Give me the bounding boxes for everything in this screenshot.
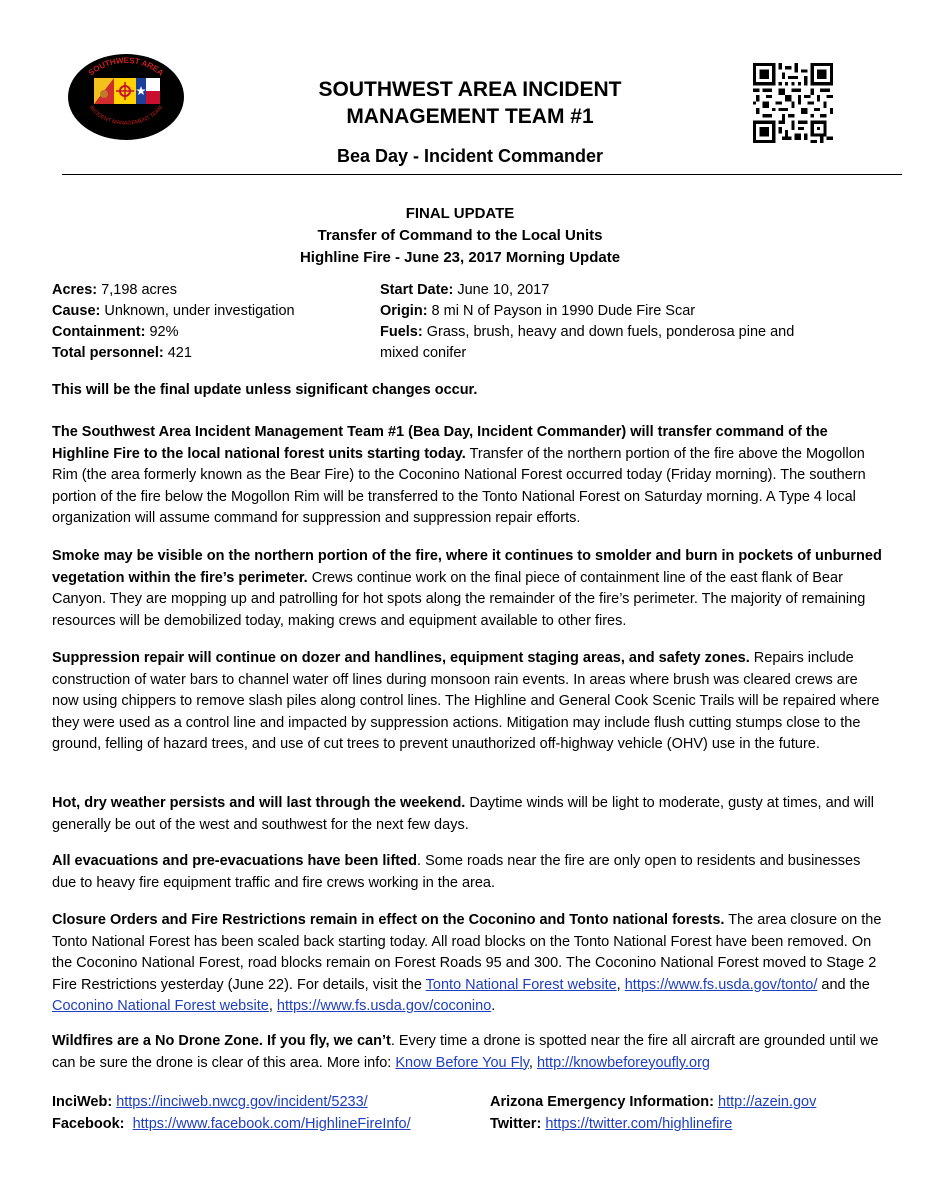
header-divider bbox=[62, 174, 902, 175]
final-note: This will be the final update unless significant changes occur. bbox=[52, 382, 478, 398]
fact-origin: Origin: 8 mi N of Payson in 1990 Dude Fire Scar bbox=[380, 303, 696, 319]
paragraph-drones: Wildfires are a No Drone Zone. If you fly, we can’t. Every time a drone is spotted near the fire all aircraft are grounded until we can be sure the drone is clear of this area. More info: Know Before You Fly, http://knowbeforeyoufly.org bbox=[52, 1033, 879, 1071]
footer-left bbox=[52, 1092, 482, 1135]
paragraph-smoke: Smoke may be visible on the northern portion of the fire, where it continues to smolder and burn in pockets of unburned vegetation within the fire’s perimeter. Crews continue work on the final piece of containment line of the east flank of Bear Canyon. They are mopping up and patrolling for hot spots along the remainder of the fire’s perimeter. The majority of remaining resources will be demobilized today, making crews and equipment available to other fires. bbox=[52, 548, 882, 629]
team-title-line2: MANAGEMENT TEAM #1 bbox=[346, 105, 594, 128]
team-title-line1: SOUTHWEST AREA INCIDENT bbox=[318, 78, 622, 101]
headline-transfer: Transfer of Command to the Local Units bbox=[317, 227, 603, 244]
twitter-line: Twitter: https://twitter.com/highlinefire bbox=[490, 1115, 733, 1132]
qr-code bbox=[753, 63, 833, 143]
paragraph-suppression-repair: Suppression repair will continue on dozer and handlines, equipment staging areas, and safety zones. Repairs include construction of water bars to channel water off lines during monsoon rain events. In areas where brush was cleared crews are now using chippers to remove slash piles along control lines. The Highline and General Cook Scenic Trails will be repaired where they were used as a control line and impacted by suppression actions. Mitigation may include flush cutting stumps close to the ground, felling of hazard trees, and use of cut trees to prevent unauthorized off-highway vehicle (OHV) use in the future. bbox=[52, 650, 880, 753]
fact-cause: Cause: Unknown, under investigation bbox=[52, 303, 295, 319]
coconino-url-link[interactable]: https://www.fs.usda.gov/coconino bbox=[276, 998, 492, 1015]
fact-personnel: Total personnel: 421 bbox=[52, 345, 192, 361]
inciweb-link[interactable]: https://inciweb.nwcg.gov/incident/5233/ bbox=[116, 1094, 368, 1110]
fact-acres: Acres: 7,198 acres bbox=[52, 282, 177, 298]
incident-commander: Bea Day - Incident Commander bbox=[336, 146, 604, 166]
fact-start-date: Start Date: June 10, 2017 bbox=[380, 282, 550, 298]
tonto-website-link[interactable]: Tonto National Forest website bbox=[425, 976, 617, 993]
logo-top-text: SOUTHWEST AREA bbox=[86, 55, 166, 78]
footer-right bbox=[490, 1092, 890, 1135]
headline-date: Highline Fire - June 23, 2017 Morning Update bbox=[299, 249, 621, 266]
facebook-line: Facebook: https://www.facebook.com/HighlineFireInfo/ bbox=[52, 1115, 411, 1132]
know-before-you-fly-link[interactable]: Know Before You Fly bbox=[395, 1054, 529, 1071]
update-headline bbox=[180, 203, 740, 269]
paragraph-closures: Closure Orders and Fire Restrictions remain in effect on the Coconino and Tonto national forests. The area closure on the Tonto National Forest has been scaled back starting today. All road blocks on the Tonto National Forest have been removed. On the Coconino National Forest, road blocks remain on Forest Roads 95 and 300. The Coconino National Forest moved to Stage 2 Fire Restrictions yesterday (June 22). For details, visit the Tonto National Forest website, https://www.fs.usda.gov/tonto/ and the Coconino National Forest website, https://www.fs.usda.gov/coconino. bbox=[52, 912, 882, 1015]
tonto-url-link[interactable]: https://www.fs.usda.gov/tonto/ bbox=[624, 976, 818, 993]
state-flags-emblem bbox=[94, 78, 160, 104]
team-title bbox=[250, 76, 690, 130]
fact-fuels: Fuels: Grass, brush, heavy and down fuels, ponderosa pine and mixed conifer bbox=[380, 324, 795, 361]
fact-containment: Containment: 92% bbox=[52, 324, 179, 340]
knowbeforeyoufly-url-link[interactable]: http://knowbeforeyoufly.org bbox=[536, 1054, 710, 1071]
inciweb-line: InciWeb: https://inciweb.nwcg.gov/incident/5233/ bbox=[52, 1094, 368, 1110]
paragraph-weather: Hot, dry weather persists and will last through the weekend. Daytime winds will be light to moderate, gusty at times, and will generally be out of the west and southwest for the next few days. bbox=[52, 795, 874, 833]
headline-final-update: FINAL UPDATE bbox=[405, 205, 515, 222]
azein-link[interactable]: http://azein.gov bbox=[718, 1094, 817, 1110]
twitter-link[interactable]: https://twitter.com/highlinefire bbox=[545, 1115, 733, 1132]
logo-bottom-text: INCIDENT MANAGEMENT TEAM bbox=[87, 104, 165, 127]
fire-facts-right bbox=[380, 280, 820, 364]
facebook-link[interactable]: https://www.facebook.com/HighlineFireInfo/ bbox=[132, 1115, 411, 1132]
fire-facts-left bbox=[52, 280, 372, 364]
paragraph-transfer: The Southwest Area Incident Management Team #1 (Bea Day, Incident Commander) will transfer command of the Highline Fire to the local national forest units starting today. Transfer of the northern portion of the fire above the Mogollon Rim (the area formerly known as the Bear Fire) to the Coconino National Forest occurred today (Friday morning). The southern portion of the fire below the Mogollon Rim will be transferred to the Tonto National Forest on Saturday morning. A Type 4 local organization will assume command for suppression and suppression repair efforts. bbox=[52, 424, 866, 527]
az-emergency-line: Arizona Emergency Information: http://azein.gov bbox=[490, 1094, 817, 1110]
team-logo bbox=[66, 52, 186, 142]
paragraph-evacuations: All evacuations and pre-evacuations have been lifted. Some roads near the fire are only open to residents and businesses due to heavy fire equipment traffic and fire crews working in the area. bbox=[52, 853, 861, 891]
coconino-website-link[interactable]: Coconino National Forest website bbox=[52, 998, 269, 1015]
